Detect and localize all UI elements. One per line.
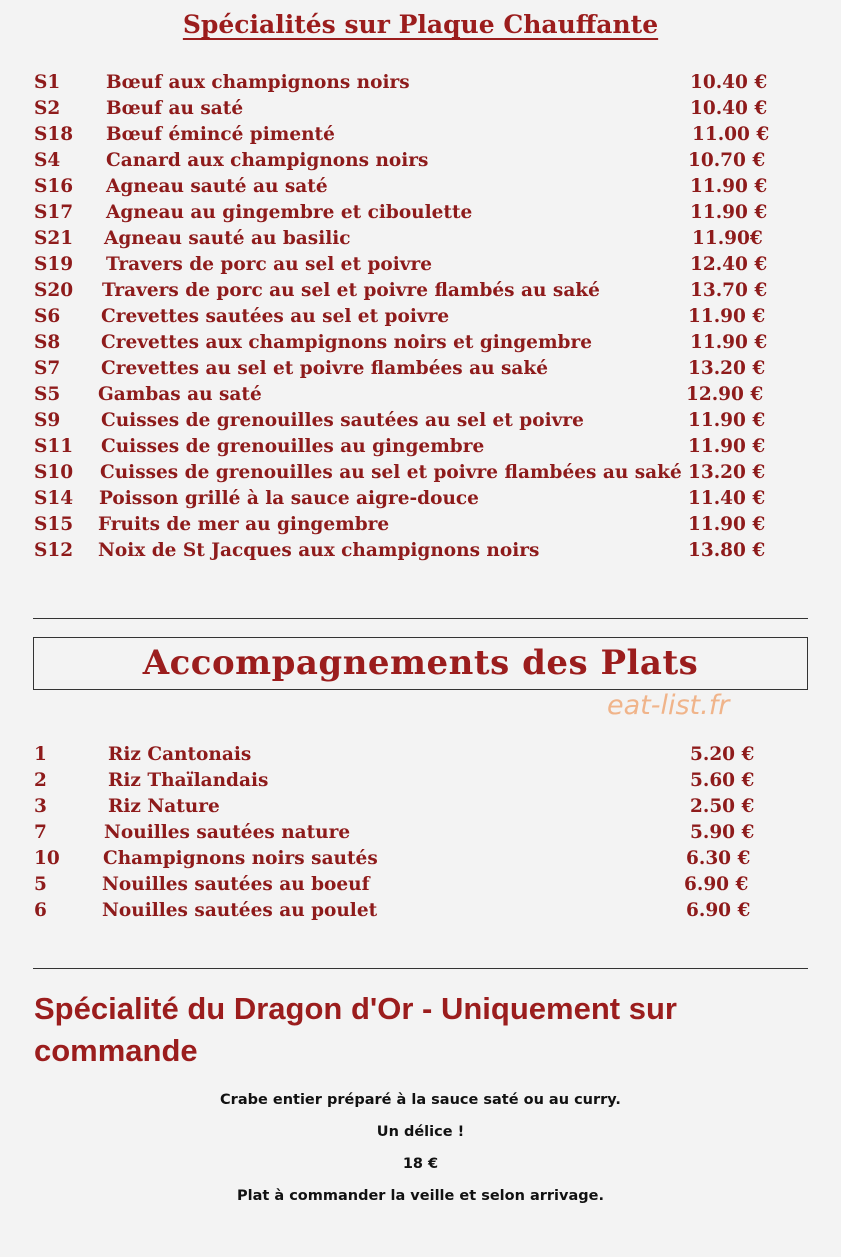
item-code: S12 — [34, 540, 74, 561]
item-code: S4 — [34, 150, 61, 171]
menu-item — [0, 408, 841, 434]
item-code: 5 — [34, 874, 47, 895]
item-price: 10.70 € — [688, 150, 766, 171]
item-name: Noix de St Jacques aux champignons noirs — [98, 540, 540, 561]
plaque-list — [0, 70, 841, 564]
item-price: 6.30 € — [686, 848, 751, 869]
item-code: 6 — [34, 900, 47, 921]
item-name: Poisson grillé à la sauce aigre-douce — [99, 488, 479, 509]
plaque-title: Spécialités sur Plaque Chauffante — [182, 10, 659, 39]
item-price: 11.90 € — [688, 306, 766, 327]
accompagnements-title: Accompagnements des Plats — [142, 643, 699, 683]
item-name: Crevettes sautées au sel et poivre — [101, 306, 450, 327]
menu-item — [0, 820, 841, 846]
menu-item — [0, 96, 841, 122]
item-code: S11 — [34, 436, 74, 457]
item-price: 13.70 € — [690, 280, 768, 301]
item-name: Cuisses de grenouilles au gingembre — [101, 436, 485, 457]
item-code: S17 — [34, 202, 74, 223]
item-name: Travers de porc au sel et poivre — [106, 254, 433, 275]
item-name: Riz Thaïlandais — [108, 770, 269, 791]
item-price: 11.90 € — [690, 176, 768, 197]
menu-item — [0, 898, 841, 924]
item-code: 10 — [34, 848, 60, 869]
menu-item — [0, 794, 841, 820]
item-price: 11.90€ — [692, 228, 763, 249]
item-code: S21 — [34, 228, 74, 249]
item-price: 13.80 € — [688, 540, 766, 561]
menu-item — [0, 486, 841, 512]
menu-item — [0, 872, 841, 898]
menu-item — [0, 174, 841, 200]
menu-item — [0, 148, 841, 174]
item-name: Bœuf au saté — [106, 98, 244, 119]
item-price: 5.60 € — [690, 770, 755, 791]
item-code: S15 — [34, 514, 74, 535]
item-code: S10 — [34, 462, 74, 483]
item-name: Gambas au saté — [98, 384, 262, 405]
item-name: Nouilles sautées nature — [104, 822, 351, 843]
item-price: 10.40 € — [690, 72, 768, 93]
menu-item — [0, 226, 841, 252]
item-price: 5.20 € — [690, 744, 755, 765]
item-code: S1 — [34, 72, 61, 93]
dragon-line-1: Crabe entier préparé à la sauce saté ou au curry. — [220, 1092, 621, 1108]
menu-item — [0, 434, 841, 460]
item-code: S20 — [34, 280, 74, 301]
item-name: Agneau sauté au saté — [106, 176, 328, 197]
item-name: Fruits de mer au gingembre — [98, 514, 390, 535]
item-name: Champignons noirs sautés — [103, 848, 378, 869]
menu-item — [0, 356, 841, 382]
item-price: 12.90 € — [686, 384, 764, 405]
item-name: Bœuf aux champignons noirs — [106, 72, 410, 93]
item-code: 2 — [34, 770, 47, 791]
item-price: 11.90 € — [690, 202, 768, 223]
menu-item — [0, 330, 841, 356]
item-code: 3 — [34, 796, 47, 817]
item-price: 10.40 € — [690, 98, 768, 119]
item-price: 11.90 € — [688, 514, 766, 535]
item-price: 2.50 € — [690, 796, 755, 817]
item-name: Nouilles sautées au boeuf — [102, 874, 370, 895]
item-name: Crevettes au sel et poivre flambées au saké — [101, 358, 548, 379]
item-code: S14 — [34, 488, 74, 509]
item-code: S7 — [34, 358, 61, 379]
dragon-line-4: Plat à commander la veille et selon arrivage. — [237, 1188, 604, 1204]
item-price: 13.20 € — [688, 462, 766, 483]
menu-item — [0, 382, 841, 408]
item-price: 11.90 € — [688, 410, 766, 431]
menu-item — [0, 278, 841, 304]
dragon-price: 18 € — [402, 1156, 439, 1172]
item-name: Cuisses de grenouilles au sel et poivre flambées au saké — [100, 462, 682, 483]
menu-item — [0, 122, 841, 148]
item-code: S18 — [34, 124, 74, 145]
item-price: 6.90 € — [686, 900, 751, 921]
item-code: S9 — [34, 410, 61, 431]
item-name: Agneau sauté au basilic — [104, 228, 351, 249]
dragon-line-2: Un délice ! — [376, 1124, 465, 1140]
item-price: 11.40 € — [688, 488, 766, 509]
accompagnements-header-box — [33, 637, 808, 690]
dragon-title: Spécialité du Dragon d'Or - Uniquement sur commande — [34, 991, 677, 1068]
item-price: 12.40 € — [690, 254, 768, 275]
menu-item — [0, 538, 841, 564]
item-price: 11.00 € — [692, 124, 770, 145]
item-name: Bœuf émincé pimenté — [106, 124, 335, 145]
divider — [33, 968, 808, 969]
menu-item — [0, 200, 841, 226]
menu-item — [0, 460, 841, 486]
item-name: Travers de porc au sel et poivre flambés au saké — [102, 280, 600, 301]
menu-item — [0, 304, 841, 330]
item-name: Canard aux champignons noirs — [106, 150, 429, 171]
watermark: eat-list.fr — [607, 690, 730, 721]
item-price: 11.90 € — [688, 436, 766, 457]
item-name: Riz Cantonais — [108, 744, 252, 765]
item-name: Crevettes aux champignons noirs et gingembre — [101, 332, 592, 353]
item-code: S19 — [34, 254, 74, 275]
menu-item — [0, 70, 841, 96]
item-code: 7 — [34, 822, 47, 843]
item-price: 6.90 € — [684, 874, 749, 895]
item-name: Cuisses de grenouilles sautées au sel et poivre — [101, 410, 584, 431]
item-name: Riz Nature — [108, 796, 220, 817]
menu-item — [0, 846, 841, 872]
item-code: S8 — [34, 332, 61, 353]
item-price: 13.20 € — [688, 358, 766, 379]
item-code: S16 — [34, 176, 74, 197]
menu-item — [0, 252, 841, 278]
divider — [33, 618, 808, 619]
item-code: 1 — [34, 744, 47, 765]
menu-item — [0, 512, 841, 538]
item-price: 11.90 € — [690, 332, 768, 353]
item-code: S6 — [34, 306, 61, 327]
item-name: Agneau au gingembre et ciboulette — [106, 202, 473, 223]
accompagnements-list — [0, 742, 841, 924]
item-code: S2 — [34, 98, 61, 119]
item-code: S5 — [34, 384, 61, 405]
item-price: 5.90 € — [690, 822, 755, 843]
menu-item — [0, 768, 841, 794]
menu-item — [0, 742, 841, 768]
item-name: Nouilles sautées au poulet — [102, 900, 378, 921]
